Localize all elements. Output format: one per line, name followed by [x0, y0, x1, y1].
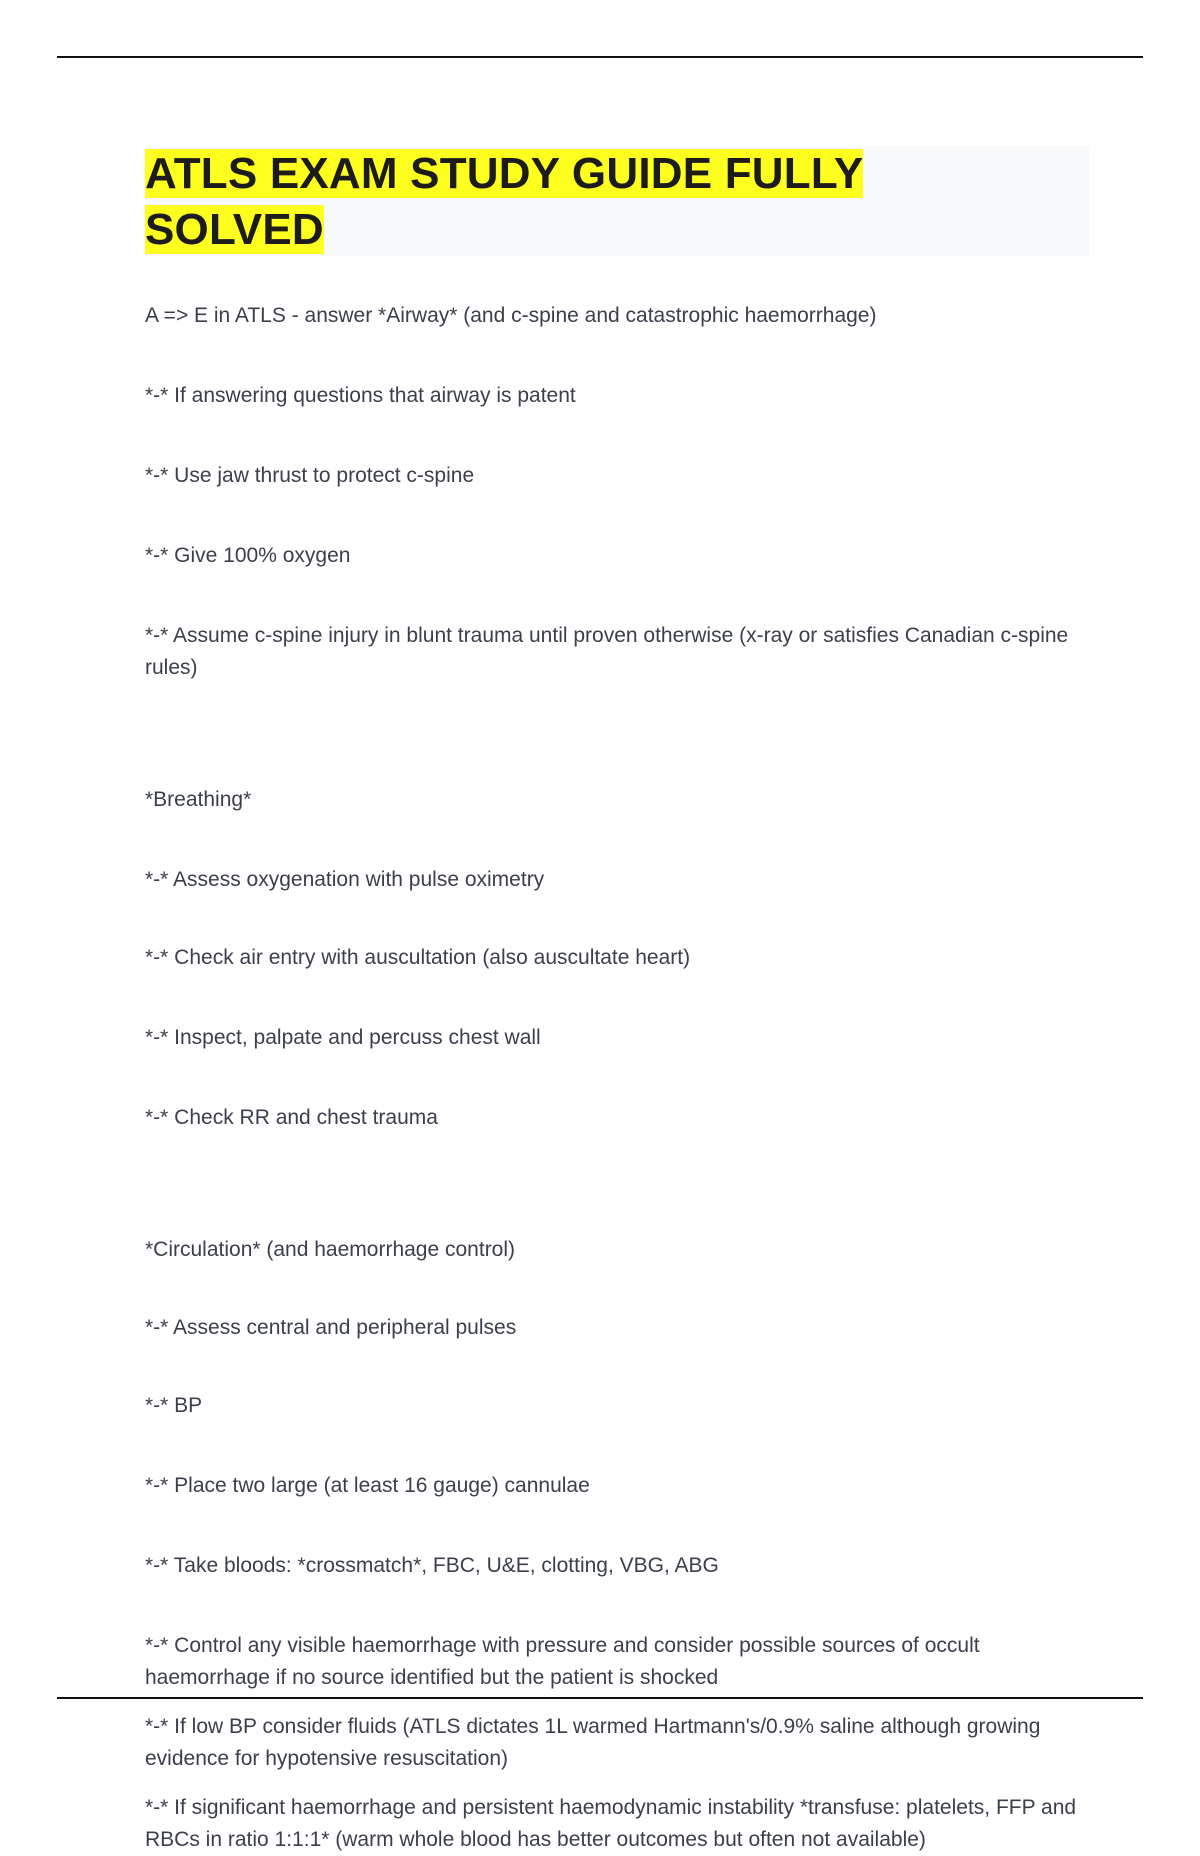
airway-item: *-* If answering questions that airway is patent: [145, 384, 576, 407]
circulation-item: *-* If significant haemorrhage and persistent haemodynamic instability *transfuse: platelets, FFP and RBCs in ratio 1:1:1* (warm whole blood has better outcomes but often not available): [145, 1796, 1077, 1851]
airway-intro: A => E in ATLS - answer *Airway* (and c-spine and catastrophic haemorrhage): [145, 304, 877, 327]
circulation-item: *-* Place two large (at least 16 gauge) cannulae: [145, 1474, 590, 1497]
breathing-item: *-* Check air entry with auscultation (also auscultate heart): [145, 946, 691, 969]
breathing-section: [145, 784, 1095, 1134]
airway-item: *-* Use jaw thrust to protect c-spine: [145, 464, 475, 487]
circulation-item: *-* Assess central and peripheral pulses: [145, 1316, 517, 1339]
title-line-1: ATLS EXAM STUDY GUIDE FULLY: [145, 149, 864, 198]
circulation-item: *-* BP: [145, 1394, 203, 1417]
circulation-item: *-* If low BP consider fluids (ATLS dictates 1L warmed Hartmann's/0.9% saline although growing evidence for hypotensive resuscitation): [145, 1715, 1041, 1770]
airway-item: *-* Give 100% oxygen: [145, 544, 351, 567]
title-block: [145, 146, 1089, 256]
airway-item: *-* Assume c-spine injury in blunt trauma until proven otherwise (x-ray or satisfies Canadian c-spine rules): [145, 624, 1069, 679]
breathing-item: *-* Inspect, palpate and percuss chest wall: [145, 1026, 541, 1049]
airway-section: [145, 300, 1095, 684]
page-top-rule: [57, 56, 1143, 58]
circulation-heading: *Circulation* (and haemorrhage control): [145, 1238, 516, 1261]
page-bottom-rule: [57, 1697, 1143, 1699]
title-line-2: SOLVED: [145, 205, 324, 254]
circulation-section: [145, 1234, 1095, 1856]
document-body: [145, 300, 1095, 1856]
breathing-item: *-* Check RR and chest trauma: [145, 1106, 438, 1129]
circulation-item: *-* Take bloods: *crossmatch*, FBC, U&E, clotting, VBG, ABG: [145, 1554, 719, 1577]
circulation-item: *-* Control any visible haemorrhage with pressure and consider possible sources of occult haemorrhage if no source identified but the patient is shocked: [145, 1634, 980, 1689]
breathing-item: *-* Assess oxygenation with pulse oximetry: [145, 868, 545, 891]
breathing-heading: *Breathing*: [145, 788, 252, 811]
page-title: [145, 146, 1089, 258]
